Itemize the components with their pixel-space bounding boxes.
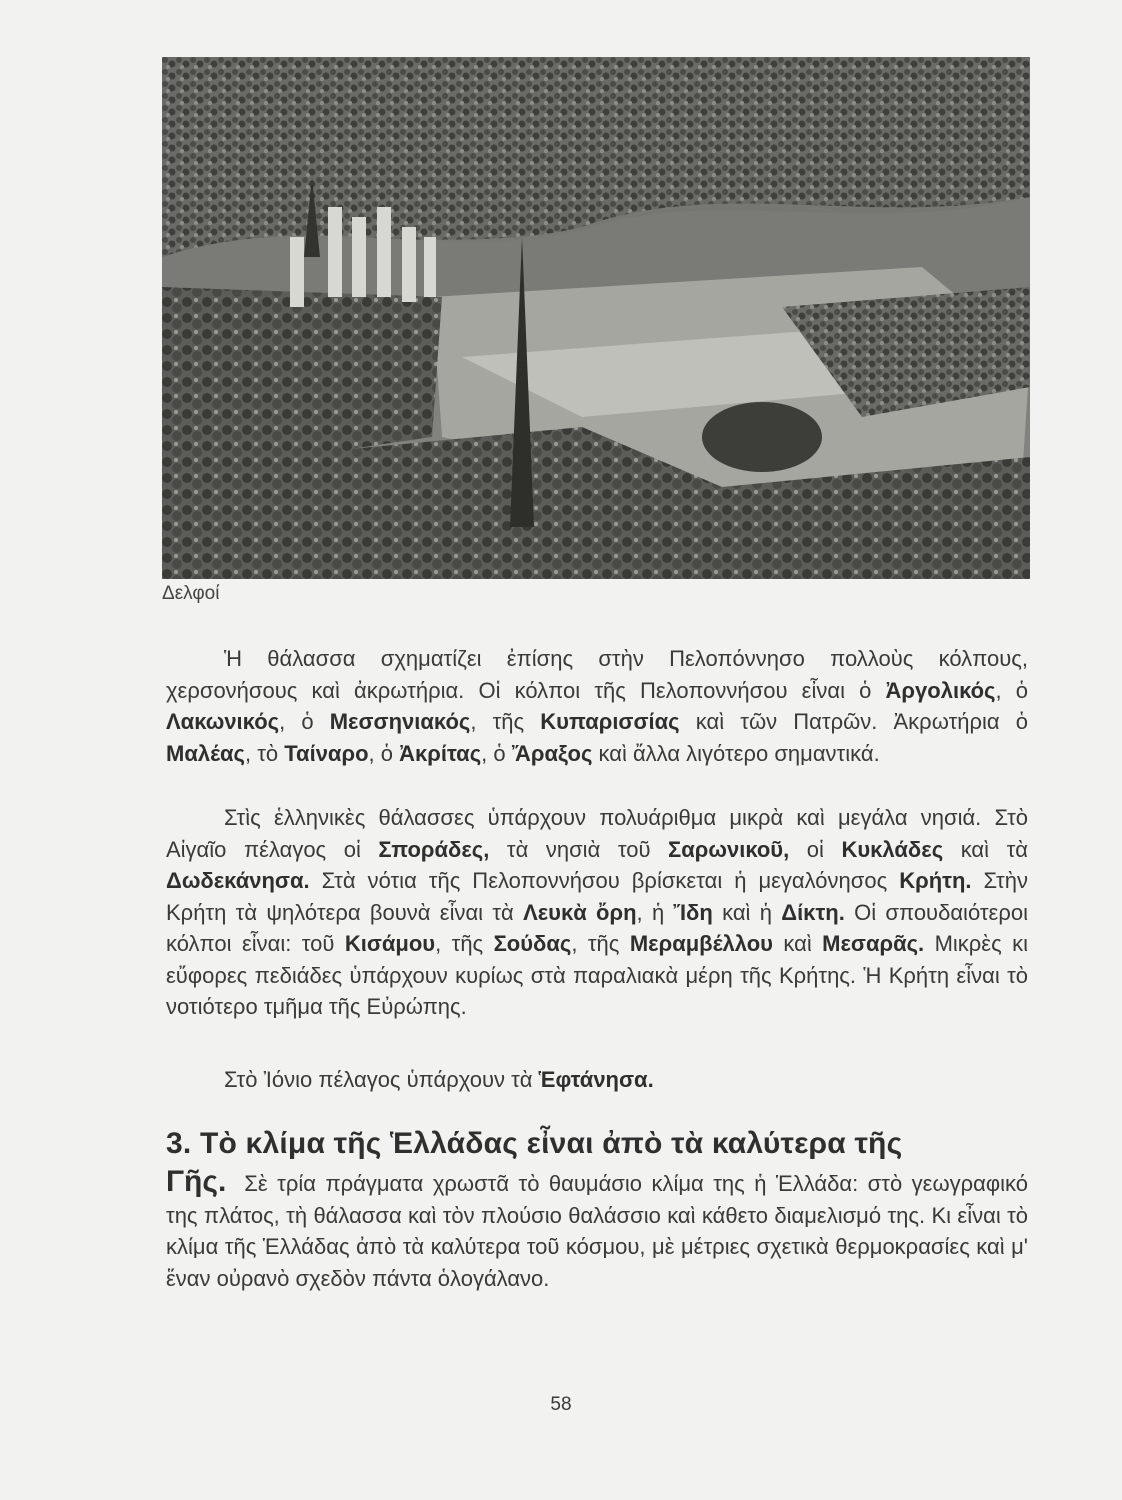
text-run: , τῆς (470, 709, 541, 734)
text-run: τὰ νησιὰ τοῦ (489, 836, 669, 862)
bold-term: Ἴδη (673, 899, 713, 925)
bold-term: Λακωνικός (166, 709, 280, 734)
text-run: καὶ (772, 931, 823, 956)
text-run: καὶ τῶν Πατρῶν. Ἀκρωτήρια ὁ (679, 709, 1028, 734)
bold-term: Μεσσηνιακός (329, 709, 471, 734)
text-run: Στὰ νότια τῆς Πελοποννήσου βρίσκεται ἡ μεγαλόνησος (309, 868, 900, 893)
photo-caption: Δελφοί (162, 583, 220, 604)
paragraph-ionian (166, 1064, 1028, 1096)
text-run: Ἡ θάλασσα σχηματίζει ἐπίσης στὴν Πελοπόννησο πολλοὺς κόλπους, χερσονήσους καὶ ἀκρωτήρια. Οἱ κόλποι τῆς Πελοποννήσου εἶναι ὁ (166, 646, 1028, 703)
bold-term: Μεραμβέλλου (629, 931, 773, 956)
text-run: , τῆς (435, 931, 494, 956)
delphi-photo (162, 57, 1030, 579)
text-run: Μικρὲς κι εὔφορες πεδιάδες ὑπάρχουν κυρίως στὰ παραλιακὰ μέρη τῆς Κρήτης. Ἡ Κρήτη εἶναι τὸ νοτιότερο τμῆμα τῆς Εὐρώπης. (166, 931, 1029, 1019)
paragraph-text (166, 1064, 1028, 1096)
section-text: Σὲ τρία πράγματα χρωστᾶ τὸ θαυμάσιο κλίμα της ἡ Ἑλλάδα: στὸ γεωγραφικό της πλάτος, τὴ θάλασσα καὶ τὸν πλούσιο θαλάσσιο καὶ κάθετο διαμελισμό της. Κι εἶναι τὸ κλίμα τῆς Ἑλλάδας ἀπὸ τὰ καλύτερα τοῦ κόσμου, μὲ μέτριες σχετικὰ θερμοκρασίες καὶ μ' ἕναν οὐρανὸ σχεδὸν πάντα ὁλογάλανο. (166, 1171, 1028, 1291)
bold-term: Λευκὰ ὄρη (523, 899, 637, 925)
text-run: Οἱ σπουδαιότεροι κόλποι εἶναι: τοῦ (166, 899, 1029, 956)
text-run: καὶ τὰ (943, 836, 1028, 862)
bold-term: Ἄραξος (511, 740, 593, 766)
bold-term: Δίκτη. (781, 899, 845, 925)
section-heading (166, 1124, 1028, 1164)
section-title-end: Γῆς. (166, 1165, 227, 1198)
page-number: 58 (550, 1394, 572, 1415)
text-run: καὶ ἡ (712, 899, 782, 925)
text-run: καὶ ἄλλα λιγότερο σημαντικά. (592, 740, 880, 766)
text-run: , ὁ (279, 709, 330, 734)
bold-term: Κυπαρισσίας (540, 709, 680, 734)
bold-term: Σποράδες, (378, 836, 490, 862)
bold-term: Ἑφτάνησα. (538, 1067, 654, 1092)
text-run: , ὁ (368, 740, 400, 766)
paragraph-text (166, 643, 1028, 769)
section-body (166, 1166, 1028, 1294)
text-run: , τὸ (244, 740, 285, 766)
bold-term: Ταίναρο (284, 740, 369, 766)
paragraph-peloponnese-gulfs (166, 643, 1028, 769)
bold-term: Κισάμου (344, 931, 436, 956)
bold-term: Μεσαρᾶς. (822, 931, 925, 956)
bold-term: Ἀργολικός (885, 677, 996, 703)
text-run: Στὴν Κρήτη τὰ ψηλότερα βουνὰ εἶναι τὰ (166, 868, 1028, 925)
bold-term: Κρήτη. (899, 868, 972, 893)
bold-term: Κυκλάδες (841, 836, 944, 862)
text-run: Στὶς ἑλληνικὲς θάλασσες ὑπάρχουν πολυάριθμα μικρὰ καὶ μεγάλα νησιά. Στὸ Αἰγαῖο πέλαγος οἱ (166, 805, 1028, 862)
bold-term: Μαλέας (166, 740, 245, 766)
bold-term: Σαρωνικοῦ, (668, 836, 790, 862)
section-title: 3. Τὸ κλίμα τῆς Ἑλλάδας εἶναι ἀπὸ τὰ καλύτερα τῆς (166, 1127, 903, 1160)
bold-term: Δωδεκάνησα. (166, 868, 310, 893)
bold-term: Σούδας (493, 931, 572, 956)
text-run: , ὁ (481, 740, 512, 766)
text-run: Στὸ Ἰόνιο πέλαγος ὑπάρχουν τὰ (224, 1067, 539, 1092)
text-run: , τῆς (571, 931, 630, 956)
text-run: , ἡ (636, 899, 674, 925)
paragraph-text (166, 802, 1028, 1023)
text-run: οἱ (789, 836, 842, 862)
bold-term: Ἀκρίτας (399, 740, 482, 766)
paragraph-islands (166, 802, 1028, 1023)
text-run: , ὁ (995, 677, 1028, 703)
